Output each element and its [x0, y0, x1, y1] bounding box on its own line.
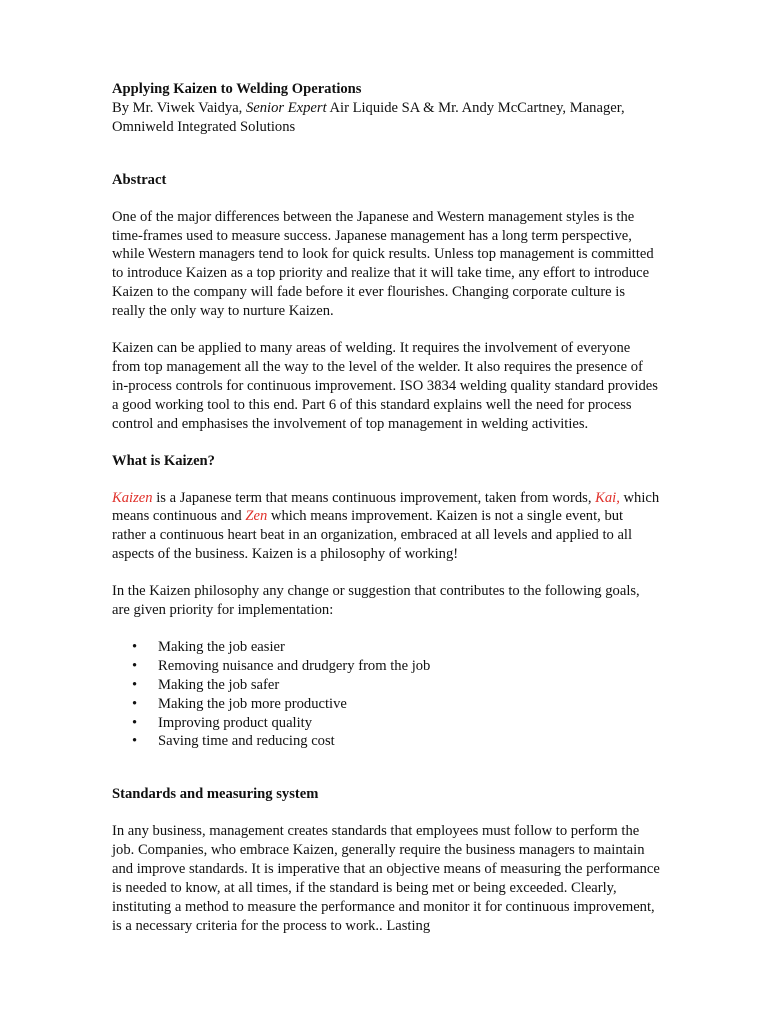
bullet-icon: • [132, 657, 138, 674]
goals-intro-paragraph: In the Kaizen philosophy any change or suggestion that contributes to the following goals, are given priority for implementation: [112, 583, 640, 619]
standards-paragraph-1: In any business, management creates standards that employees must follow to perform the job. Companies, who embrace Kaizen, generally require the business managers to maintain and improve standards. It is imperative that an objective means of measuring the performance is needed to know, at all times, if the standard is being met or being exceeded. Clearly, instituting a method to measure the performance and monitor it for continuous improvement, is a necessary criteria for the process to work.. Lasting [112, 823, 660, 934]
abstract-paragraph-1: One of the major differences between the Japanese and Western management styles is the time-frames used to measure success. Japanese management has a long term perspective, while Western managers tend to look for quick results. Unless top management is committed to introduce Kaizen as a top priority and realize that it will take time, any effort to introduce Kaizen to the company will fade before it ever flourishes. Changing corporate culture is really the only way to nurture Kaizen. [112, 208, 654, 320]
list-item-text: Making the job safer [158, 676, 280, 693]
abstract-paragraph-2: Kaizen can be applied to many areas of welding. It requires the involvement of everyone from top management all the way to the level of the welder. It also requires the presence of in-process controls for continuous improvement. ISO 3834 welding quality standard provides a good working tool to this end. Part 6 of this standard explains well the need for process control and emphasises the involvement of top management in welding activities. [112, 340, 658, 432]
term-kai: Kai, [595, 489, 620, 506]
goals-bullet-list [112, 638, 660, 751]
definition-text-3: which means improvement. Kaizen is not a single event, but rather a continuous heart beat in an organization, embraced at all levels and applied to all aspects of the business. Kaizen is a philosophy of working! [112, 508, 633, 563]
what-is-kaizen-heading: What is Kaizen? [112, 452, 215, 469]
byline [112, 99, 660, 137]
bullet-icon: • [132, 733, 138, 750]
byline-rest: Air Liquide SA & Mr. Andy McCartney, Manager, Omniweld Integrated Solutions [112, 99, 625, 135]
bullet-icon: • [132, 695, 138, 712]
list-item-text: Improving product quality [158, 714, 313, 731]
bullet-icon: • [132, 714, 138, 731]
title-block [112, 80, 660, 137]
document-page [112, 80, 660, 954]
definition-text-1: is a Japanese term that means continuous improvement, taken from words, [152, 489, 596, 506]
list-item-text: Making the job easier [158, 638, 285, 655]
byline-role: Senior Expert [245, 99, 327, 116]
list-item [112, 657, 660, 676]
standards-heading: Standards and measuring system [112, 786, 319, 803]
definition-text-2: which means continuous and [112, 489, 660, 525]
list-item [112, 714, 660, 733]
term-kaizen: Kaizen [112, 489, 153, 506]
list-item-text: Removing nuisance and drudgery from the job [158, 657, 431, 674]
kaizen-definition-paragraph [112, 489, 660, 565]
list-item [112, 695, 660, 714]
term-zen: Zen [245, 508, 268, 525]
list-item [112, 676, 660, 695]
list-item [112, 732, 660, 751]
document-title: Applying Kaizen to Welding Operations [112, 81, 362, 97]
byline-prefix: By Mr. Viwek Vaidya, [112, 99, 246, 116]
list-item [112, 638, 660, 657]
abstract-heading: Abstract [112, 171, 167, 188]
list-item-text: Saving time and reducing cost [158, 733, 335, 750]
list-item-text: Making the job more productive [158, 695, 347, 712]
bullet-icon: • [132, 638, 138, 655]
bullet-icon: • [132, 676, 138, 693]
